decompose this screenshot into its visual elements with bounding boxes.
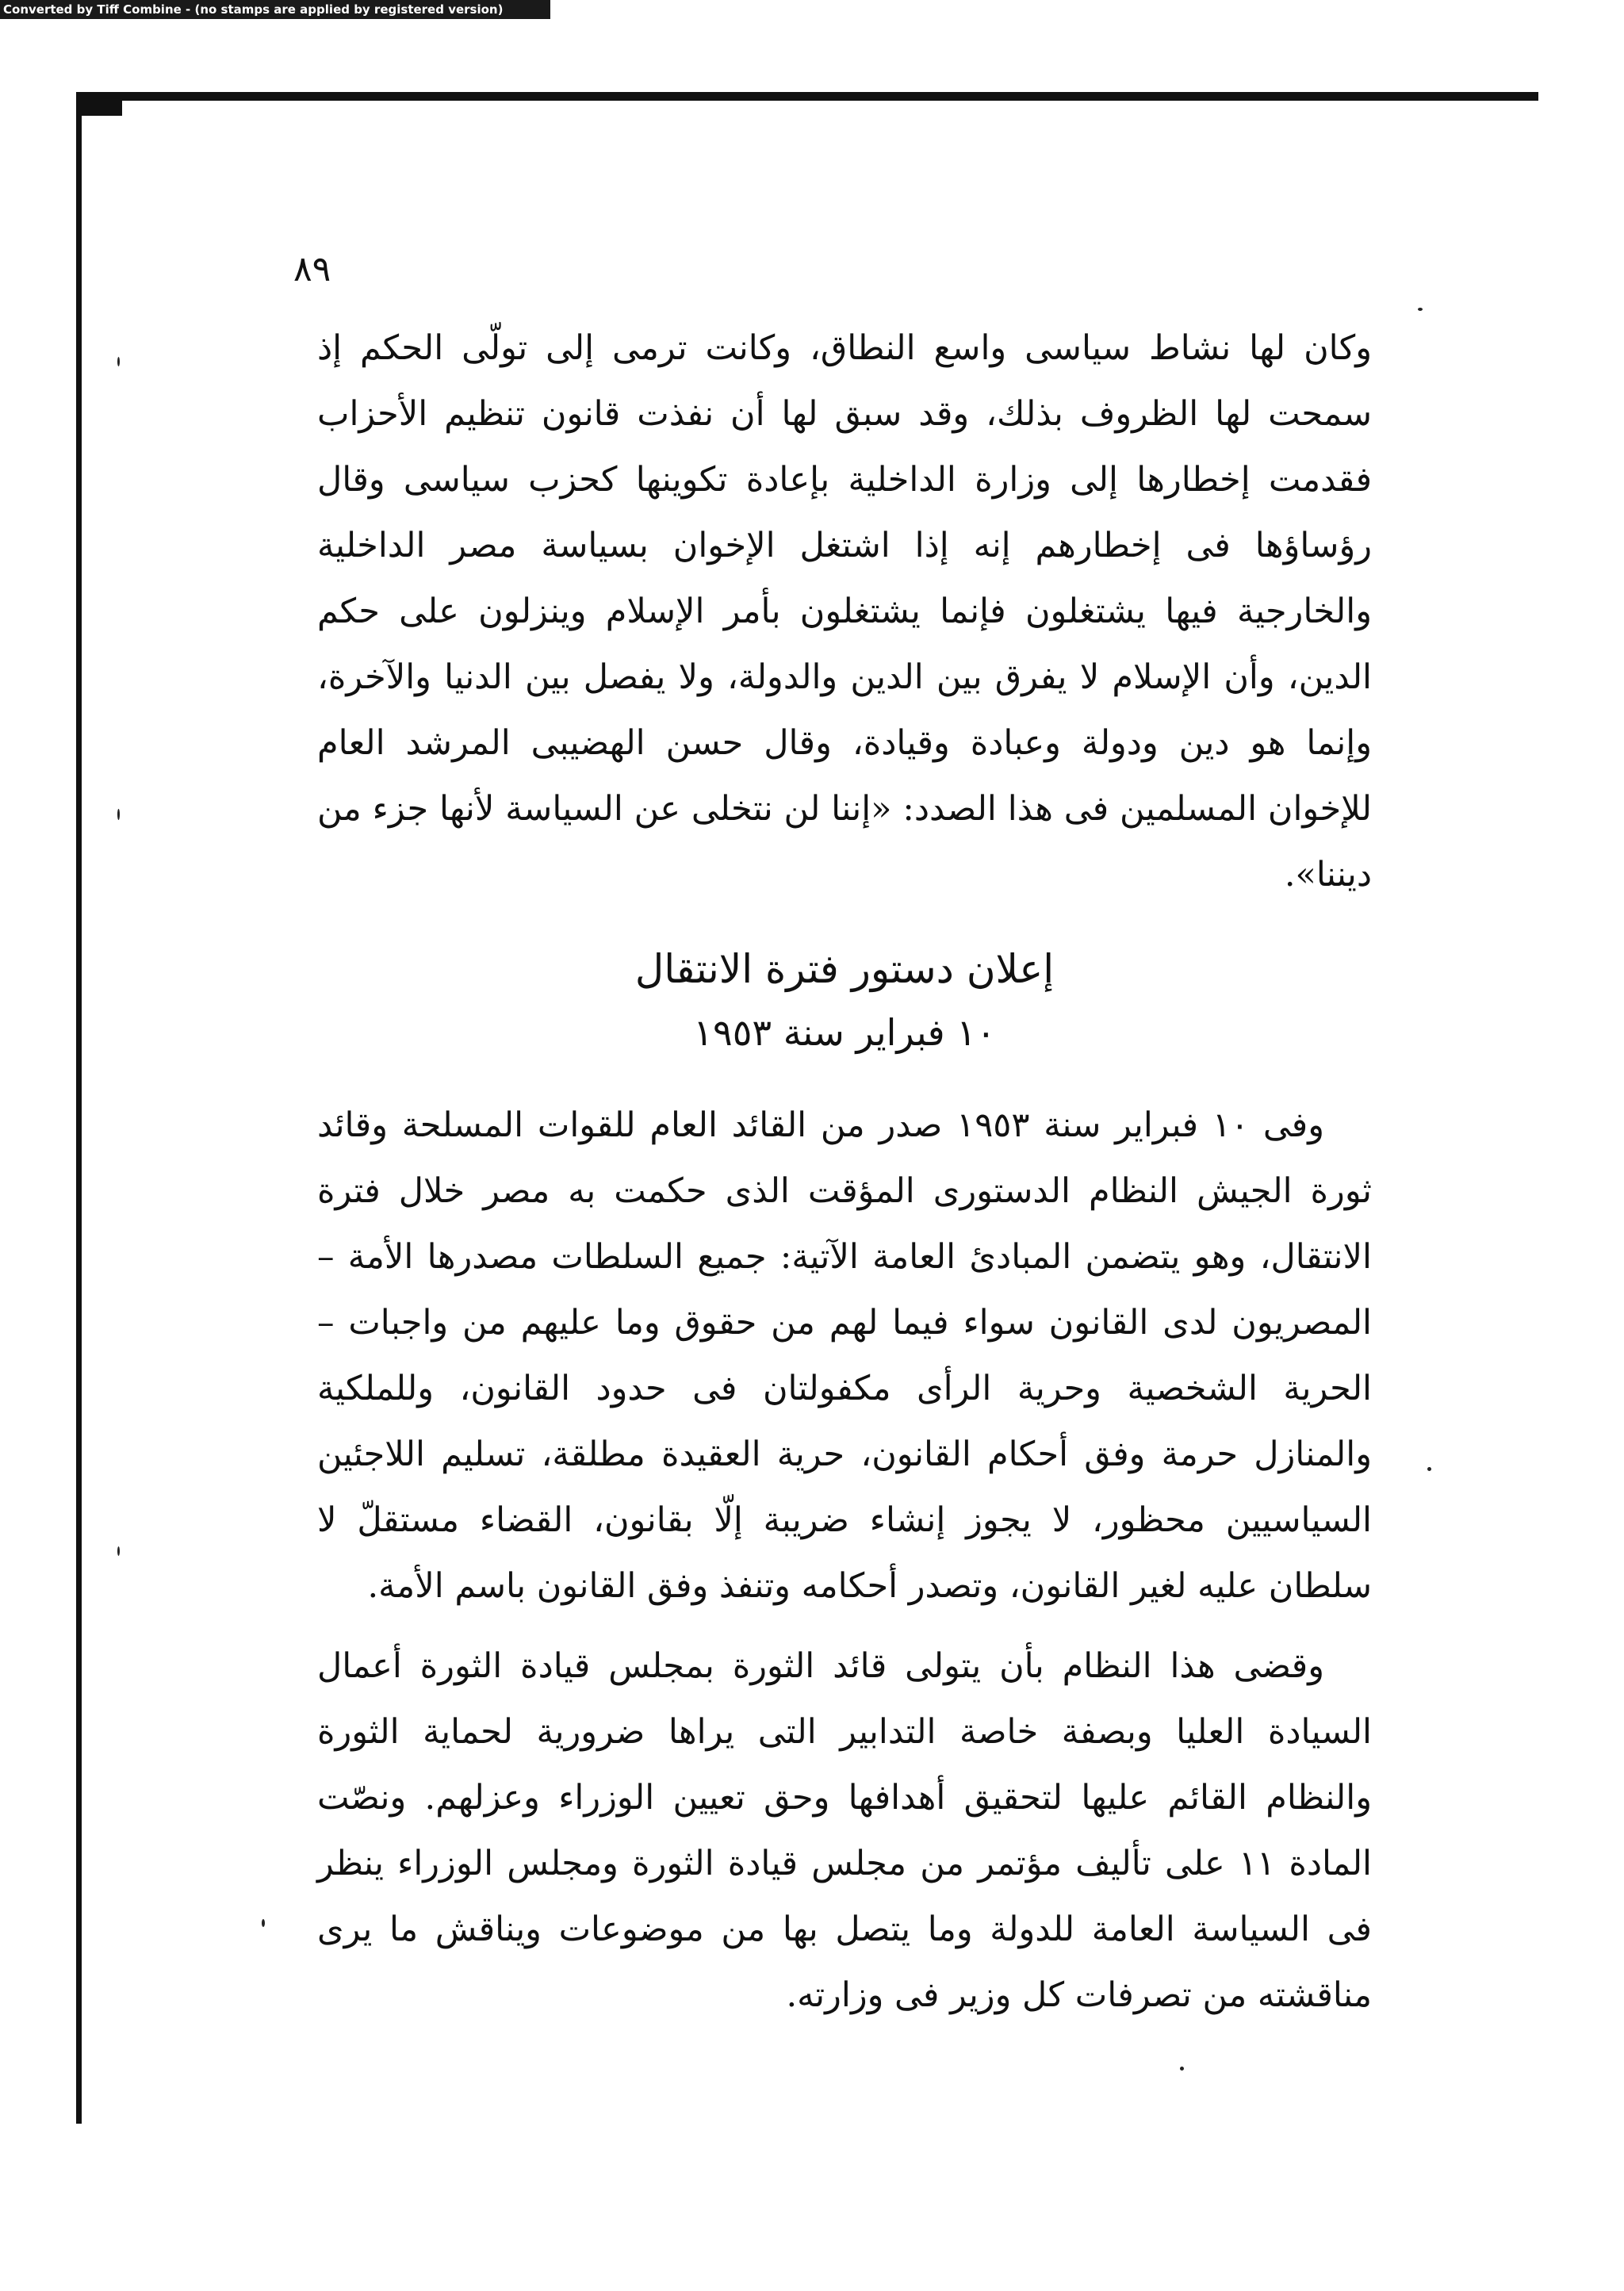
scan-speck [117, 809, 120, 820]
scan-speck [1418, 308, 1423, 311]
paragraph-text: وفى ١٠ فبراير سنة ١٩٥٣ صدر من القائد العام للقوات المسلحة وقائد ثورة الجيش النظام الدستورى المؤقت الذى حكمت به مصر خلال فترة الانتقال، وهو يتضمن المبادئ العامة الآتية: جميع السلطات مصدرها الأمة – المصريون لدى القانون سواء فيما لهم من حقوق وما عليهم من واجبات – الحرية الشخصية وحرية الرأى مكفولتان فى حدود القانون، وللملكية والمنازل حرمة وفق أحكام القانون، حرية العقيدة مطلقة، تسليم اللاجئين السياسيين محظور، لا يجوز إنشاء ضريبة إلّا بقانون، القضاء مستقلّ لا سلطان عليه لغير القانون، وتصدر أحكامه وتنفذ وفق القانون باسم الأمة. [317, 1105, 1373, 1606]
page-number: ٨٩ [293, 249, 331, 289]
scan-speck [117, 357, 120, 366]
paragraph-text: وكان لها نشاط سياسى واسع النطاق، وكانت ترمى إلى تولّى الحكم إذ سمحت لها الظروف بذلك، وقد سبق لها أن نفذت قانون تنظيم الأحزاب فقدمت إخطارها إلى وزارة الداخلية بإعادة تكوينها كحزب سياسى وقال رؤساؤها فى إخطارهم إنه إذا اشتغل الإخوان بسياسة مصر الداخلية والخارجية فيها يشتغلون فإنما يشتغلون بأمر الإسلام وينزلون على حكم الدين، وأن الإسلام لا يفرق بين الدين والدولة، ولا يفصل بين الدنيا والآخرة، وإنما هو دين ودولة وعبادة وقيادة، وقال حسن الهضيبى المرشد العام للإخوان المسلمين فى هذا الصدد: «إننا لن نتخلى عن السياسة لأنها جزء من ديننا». [317, 328, 1372, 895]
scan-speck [1427, 1467, 1431, 1471]
converter-banner: Converted by Tiff Combine - (no stamps are applied by registered version) [0, 0, 550, 19]
body-paragraph-3 [317, 1634, 1372, 2029]
scan-speck [117, 1546, 120, 1556]
section-heading: إعلان دستور فترة الانتقال [634, 946, 1055, 992]
body-paragraph-1 [317, 316, 1372, 908]
body-paragraph-2 [317, 1093, 1372, 1619]
scan-corner-mark [76, 92, 122, 116]
scan-speck [262, 1919, 265, 1927]
top-border-rule [76, 92, 1538, 101]
paragraph-text: وقضى هذا النظام بأن يتولى قائد الثورة بمجلس قيادة الثورة أعمال السيادة العليا وبصفة خاصة التدابير التى يراها ضرورية لحماية الثورة والنظام القائم عليها لتحقيق أهدافها وحق تعيين الوزراء وعزلهم. ونصّت المادة ١١ على تأليف مؤتمر من مجلس قيادة الثورة ومجلس الوزراء ينظر فى السياسة العامة للدولة وما يتصل بها من موضوعات ويناقش ما يرى مناقشته من تصرفات كل وزير فى وزارته. [317, 1646, 1373, 2015]
scan-speck [1180, 2067, 1184, 2071]
section-date: ١٠ فبراير سنة ١٩٥٣ [693, 1011, 996, 1054]
left-border-rule [76, 92, 82, 2124]
